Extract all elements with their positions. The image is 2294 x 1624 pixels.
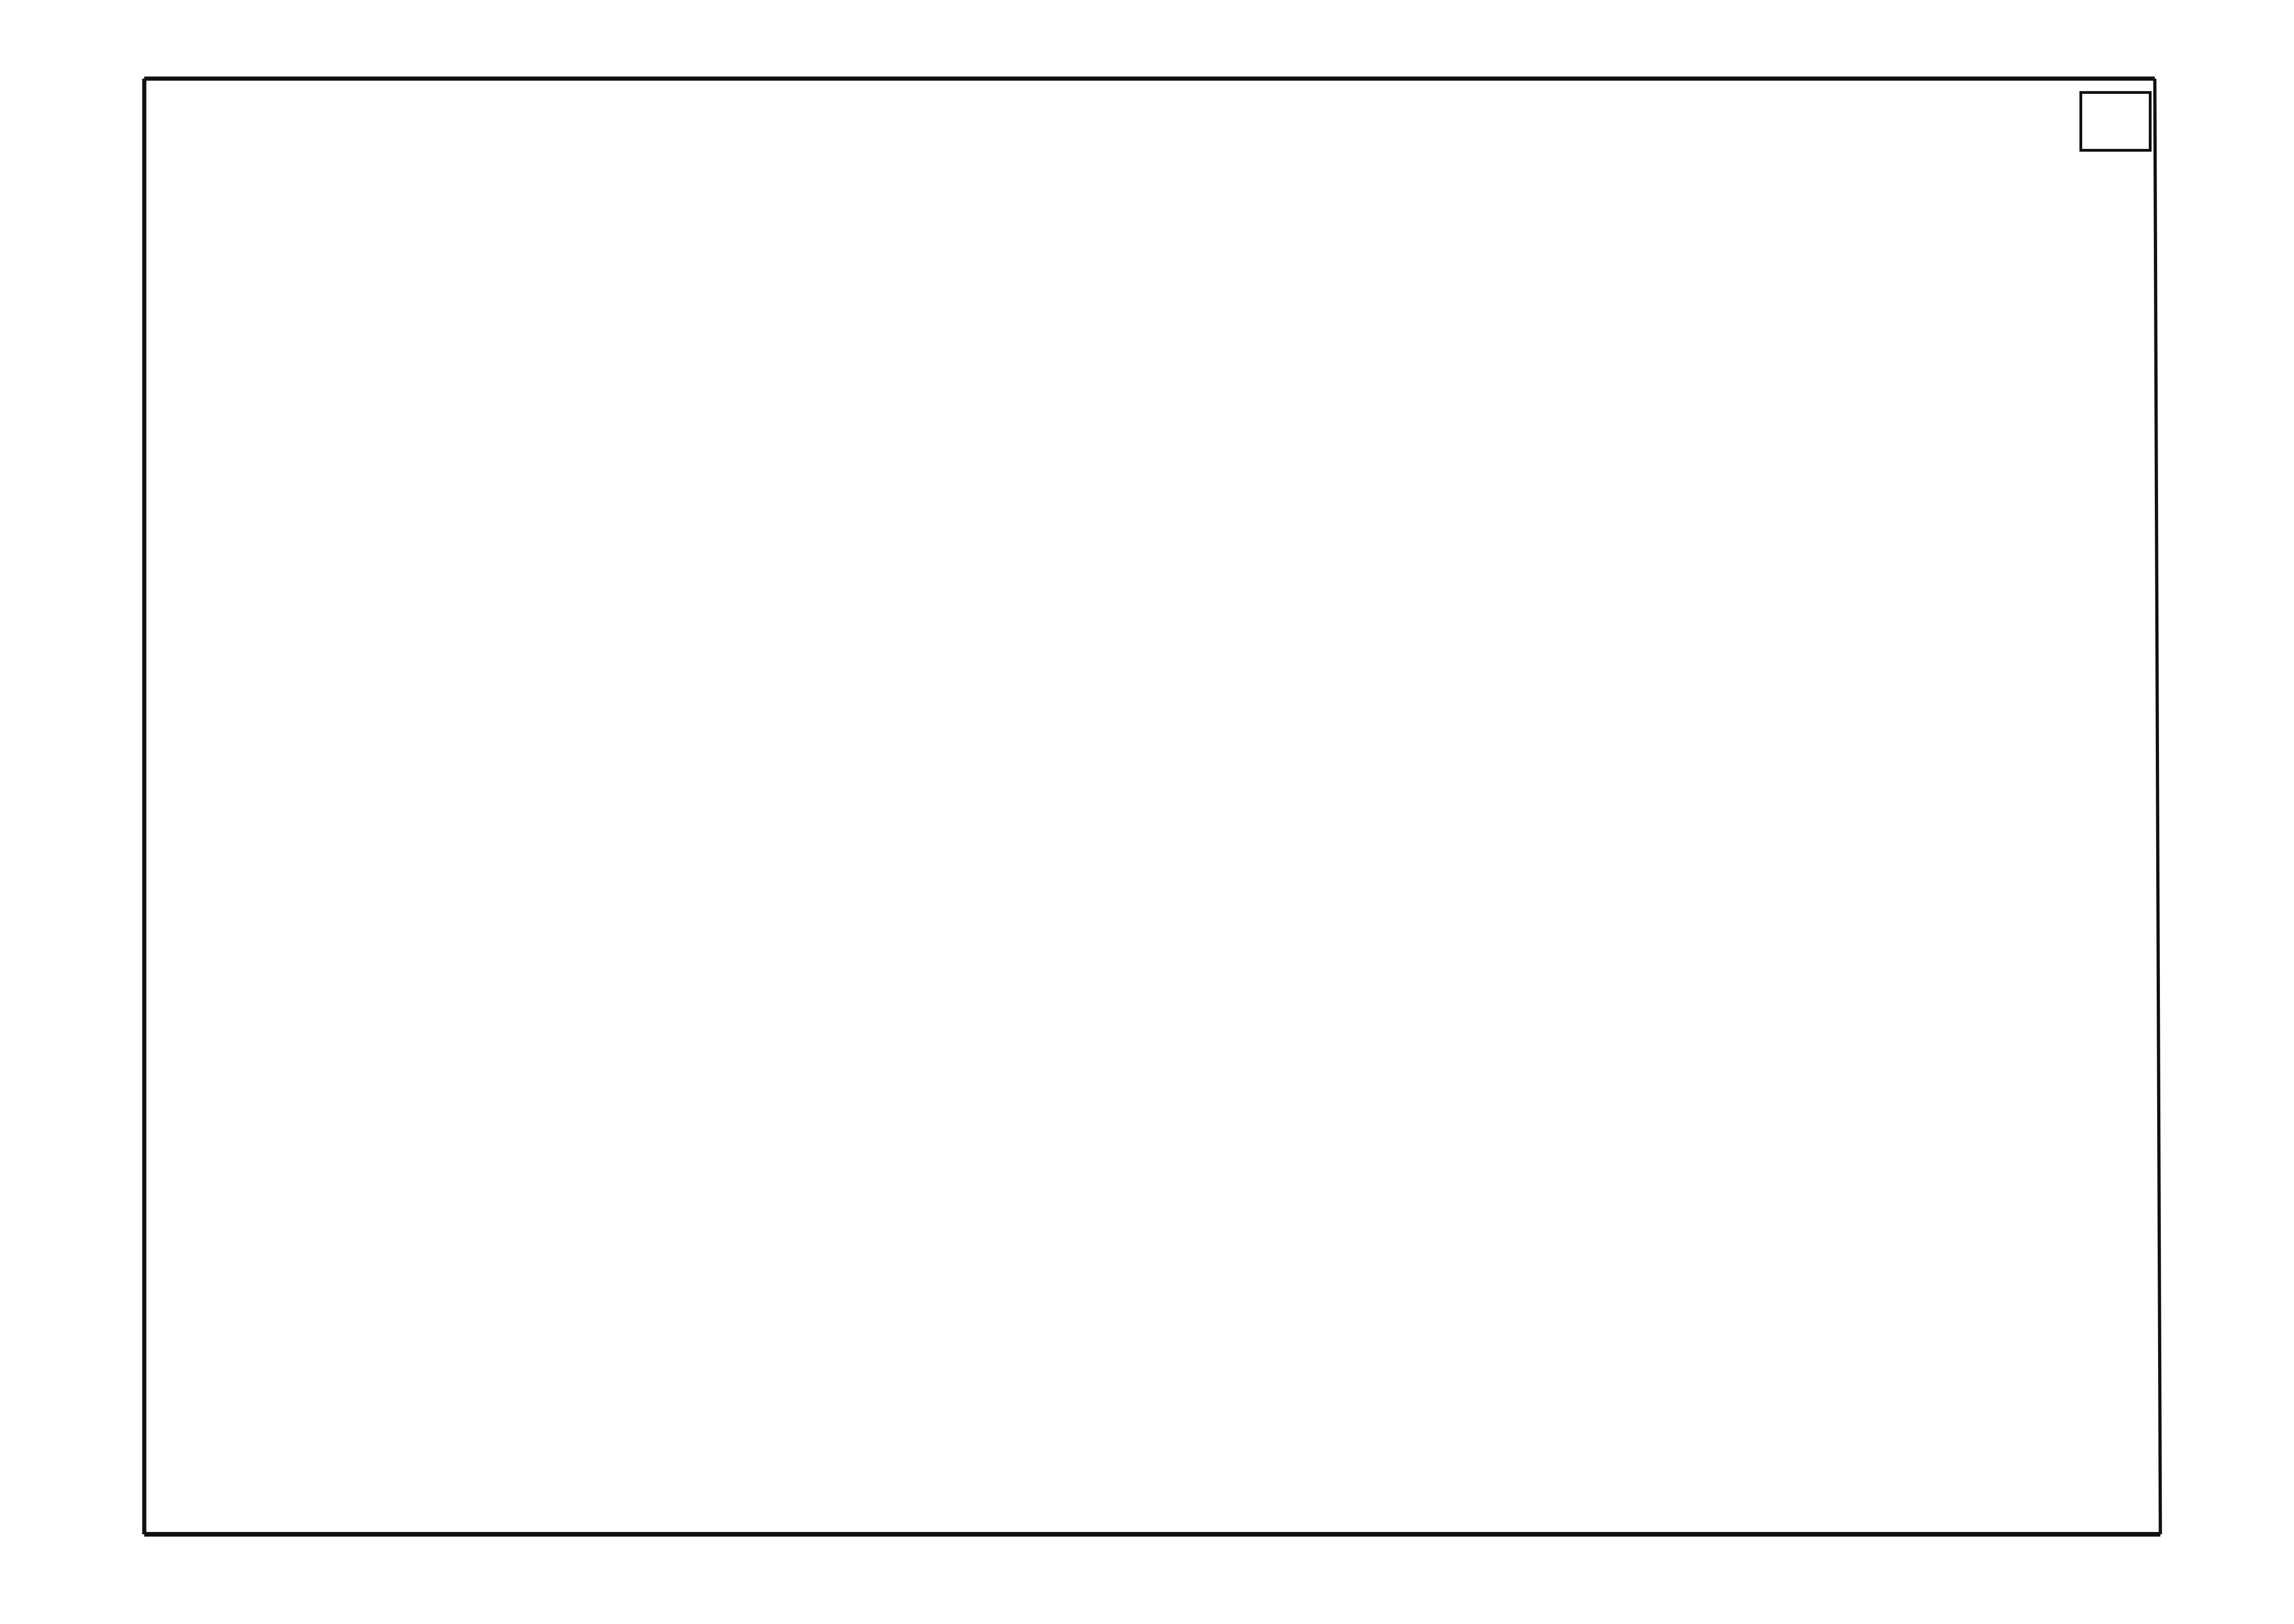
sheet-frame [144,79,2160,1534]
